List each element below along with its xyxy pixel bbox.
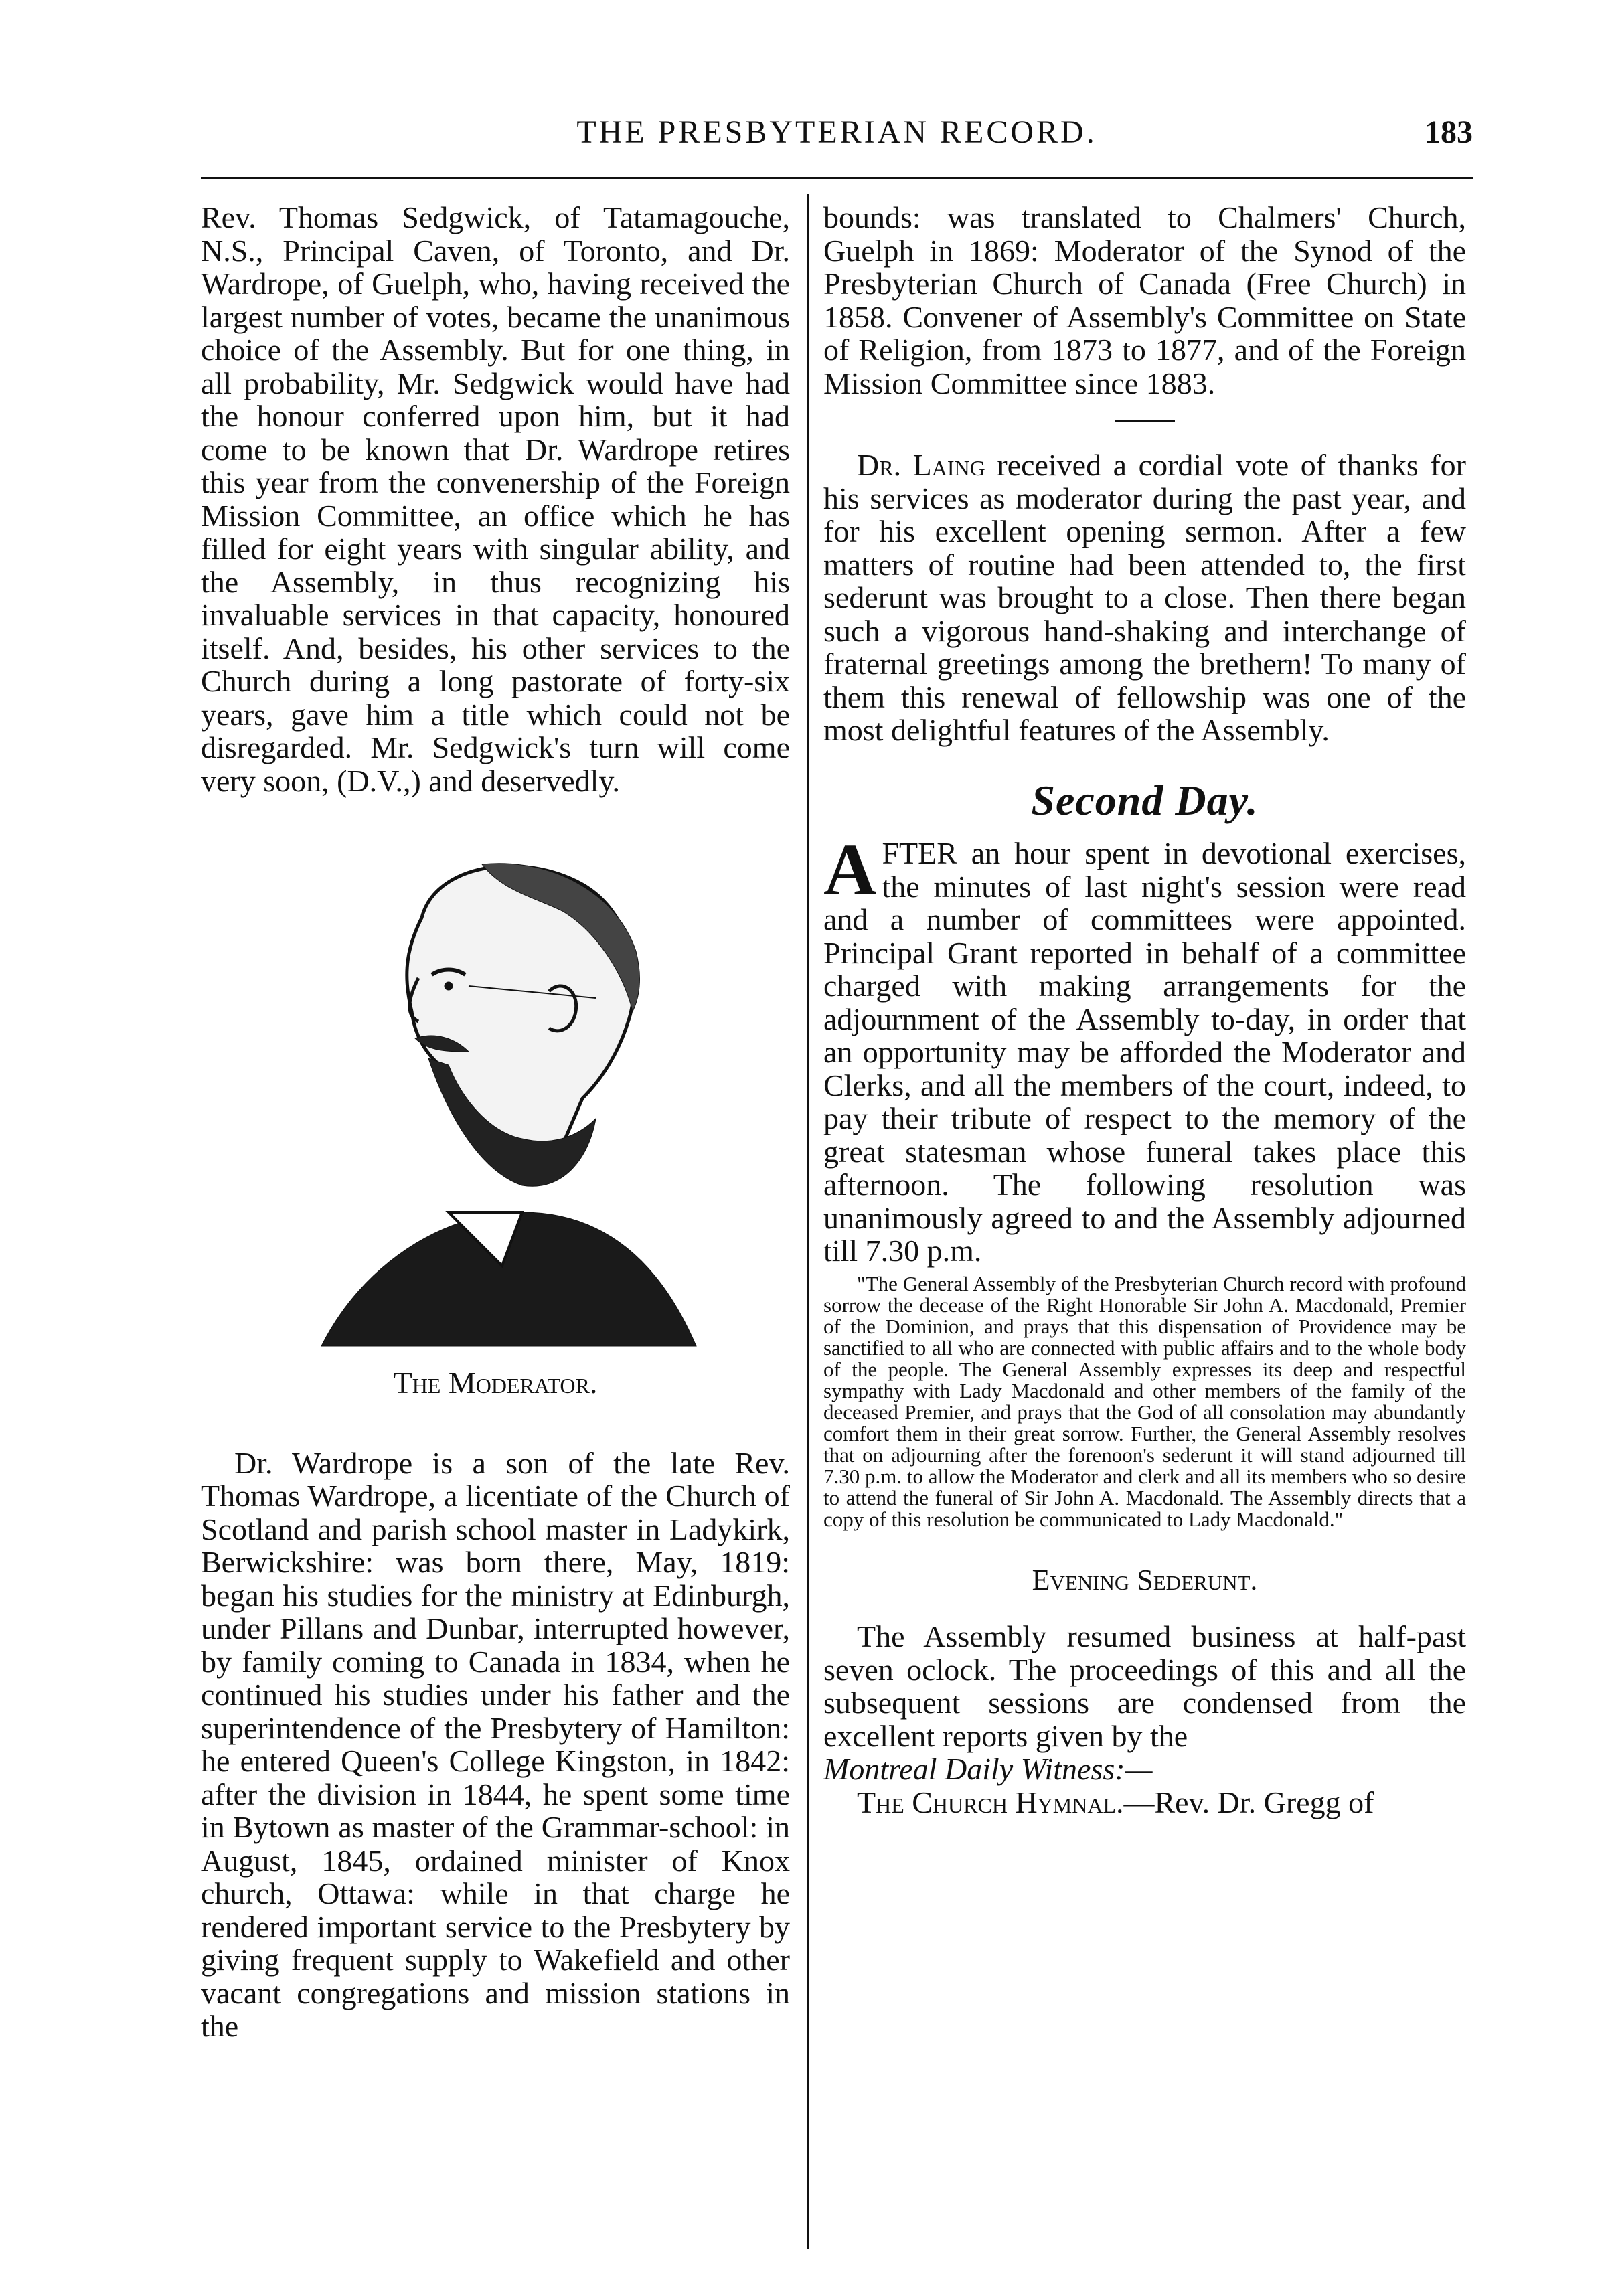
laing-text: received a cordial vote of thanks for his services as moderator during the past year, and for his excellent opening sermon. After a few matters of routine had been attended to, the first sederunt was brought to a close. Then there began such a vigorous hand-shaking and interchange of fraternal greetings among the brethern! To many of them this renewal of fellowship was one of the most delightful features of the Assembly.: [823, 448, 1466, 747]
running-header: [201, 100, 1473, 161]
paragraph-bounds: bounds: was translated to Chalmers' Church, Guelph in 1869: Moderator of the Synod of the Presbyterian Church of Canada (Free Church) in 1858. Convener of Assembly's Committee on State of Religion, from 1873 to 1877, and of the Foreign Mission Committee since 1883.: [823, 200, 1466, 400]
section-rule: [1115, 420, 1175, 422]
paragraph-laing: [823, 448, 1466, 747]
paragraph-second-day: [823, 829, 1466, 1268]
paragraph-sedgwick: Rev. Thomas Sedgwick, of Tatamagouche, N.S., Principal Caven, of Toronto, and Dr. Wardrope, of Guelph, who, having received the largest number of votes, became the unanimous choice of the Assembly. But for one thing, in all probability, Mr. Sedgwick would have had the honour conferred upon him, but it had come to be known that Dr. Wardrope retires this year from the convenership of the Foreign Mission Committee, an office which he has filled for eight years with singular ability, and the Assembly, in thus recognizing his invaluable services in that capacity, honoured itself. And, besides, his other services to the Church during a long pastorate of forty-six years, gave him a title which could not be disregarded. Mr. Sedgwick's turn will come very soon, (D.V.,) and deservedly.: [201, 200, 790, 798]
hymnal-text: —Rev. Dr. Gregg of: [1123, 1785, 1374, 1819]
right-column: [823, 201, 1466, 1819]
hymnal-lead: The Church Hymnal.: [857, 1785, 1124, 1819]
portrait-illustration: [321, 864, 696, 1346]
paragraph-wardrope-biography: Dr. Wardrope is a son of the late Rev. Thomas Wardrope, a licentiate of the Church of Scotland and parish school master in Ladykirk, Berwickshire: was born there, May, 1819: began his studies for the ministry at Edinburgh, under Pillans and Dunbar, interrupted however, by family coming to Canada in 1834, when he continued his studies under his father and the superintendence of the Presbytery of Hamilton: he entered Queen's College Kingston, in 1842: after the division in 1844, he spent some time in Bytown as master of the Grammar-school: in August, 1845, ordained minister of Knox church, Ottawa: while in that charge he rendered important service to the Presbytery by giving frequent supply to Wakefield and other vacant congregations and mission stations in the: [201, 1445, 790, 2043]
left-column: [201, 201, 790, 2043]
laing-lead: Dr. Laing: [857, 448, 985, 482]
second-day-heading: Second Day.: [1031, 776, 1259, 824]
page-number: 183: [1425, 114, 1473, 150]
second-day-text: FTER an hour spent in devotional exercises, the minutes of last night's session were read and a number of committees were appointed. Principal Grant reported in behalf of a committee charged with making arrangements for the adjournment of the Assembly to-day, in order that an opportunity may be afforded the Moderator and Clerks, and all the members of the court, indeed, to pay their tribute of respect to the memory of the great statesman whose funeral takes place this afternoon. The following resolution was unanimously agreed to and the Assembly adjourned till 7.30 p.m.: [823, 836, 1466, 1268]
drop-cap: A: [823, 829, 877, 910]
witness-line: Montreal Daily Witness:—: [823, 1752, 1153, 1786]
journal-title: THE PRESBYTERIAN RECORD.: [576, 114, 1097, 150]
paragraph-hymnal: [823, 1786, 1466, 1819]
moderator-portrait: [281, 837, 710, 1360]
resolution-text: "The General Assembly of the Presbyterian Church record with profound sorrow the decease of the Right Honorable Sir John A. Macdonald, Premier of the Dominion, and prays that this dispensation of Providence may be sanctified to all who are connected with public affairs and to the whole body of the people. The General Assembly expresses its deep and respectful sympathy with Lady Macdonald and other members of the family of the deceased Premier, and prays that the God of all consolation may abundantly comfort them in their great sorrow. Further, the General Assembly resolves that on adjourning after the forenoon's sederunt it will stand adjourned till 7.30 p.m. to allow the Moderator and clerk and all its members who so desire to attend the funeral of Sir John A. Macdonald. The Assembly directs that a copy of this resolution be communicated to Lady Macdonald.": [823, 1271, 1466, 1531]
header-rule: [201, 177, 1473, 179]
portrait-caption: The Moderator.: [393, 1366, 598, 1400]
paragraph-evening: The Assembly resumed business at half-past seven oclock. The proceedings of this and all the subsequent sessions are condensed from the excellent reports given by the: [823, 1619, 1466, 1753]
column-divider: [807, 194, 809, 2249]
evening-sederunt-heading: Evening Sederunt.: [1032, 1563, 1258, 1596]
